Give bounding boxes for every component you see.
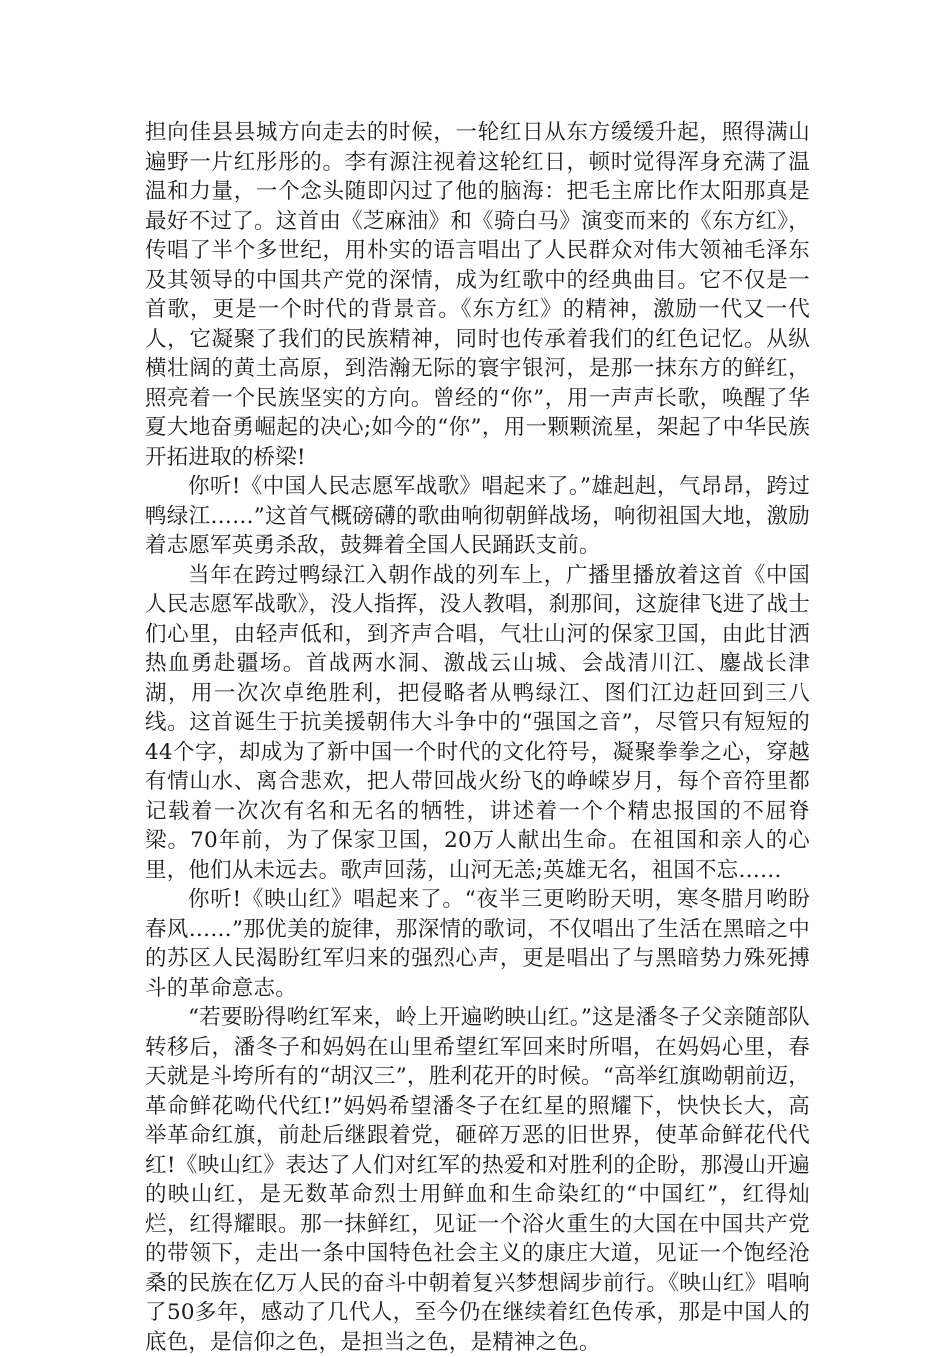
paragraph-dongfanghong: 担向佳县县城方向走去的时候，一轮红日从东方缓缓升起，照得满山遍野一片红彤彤的。李有源注视着这轮红日，顿时觉得浑身充满了温温和力量，一个念头随即闪过了他的脑海：把毛主席比作太阳那真是最好不过了。这首由《芝麻油》和《骑白马》演变而来的《东方红》，传唱了半个多世纪，用朴实的语言唱出了人民群众对伟大领袖毛泽东及其领导的中国共产党的深情，成为红歌中的经典曲目。它不仅是一首歌，更是一个时代的背景音。《东方红》的精神，激励一代又一代人，它凝聚了我们的民族精神，同时也传承着我们的红色记忆。从纵横壮阔的黄土高原，到浩瀚无际的寰宇银河，是那一抹东方的鲜红，照亮着一个民族坚实的方向。曾经的“你”，用一声声长歌，唤醒了华夏大地奋勇崛起的决心;如今的“你”，用一颗颗流星，架起了中华民族开拓进取的桥梁!: [145, 120, 810, 470]
paragraph-yingshanhong-intro: 你听!《映山红》唱起来了。“夜半三更哟盼天明，寒冬腊月哟盼春风……”那优美的旋律，那深情的歌词，不仅唱出了生活在黑暗之中的苏区人民渴盼红军归来的强烈心声，更是唱出了与黑暗势力殊死搏斗的革命意志。: [145, 887, 810, 1001]
paragraph-yingshanhong-story: “若要盼得哟红军来，岭上开遍哟映山红。”这是潘冬子父亲随部队转移后，潘冬子和妈妈在山里希望红军回来时所唱，在妈妈心里，春天就是斗垮所有的“胡汉三”，胜利花开的时候。“高举红旗呦朝前迈，革命鲜花呦代代红!”妈妈希望潘冬子在红星的照耀下，快快长大，高举革命红旗，前赴后继跟着党，砸碎万恶的旧世界，使革命鲜花代代红!《映山红》表达了人们对红军的热爱和对胜利的企盼，那漫山开遍的映山红，是无数革命烈士用鲜血和生命染红的“中国红”，红得灿烂，红得耀眼。那一抹鲜红，见证一个浴火重生的大国在中国共产党的带领下，走出一条中国特色社会主义的康庄大道，见证一个饱经沧桑的民族在亿万人民的奋斗中朝着复兴梦想阔步前行。《映山红》唱响了50多年，感动了几代人，至今仍在继续着红色传承，那是中国人的底色，是信仰之色，是担当之色，是精神之色。: [145, 1005, 810, 1355]
paragraph-volunteer-army-song-story: 当年在跨过鸭绿江入朝作战的列车上，广播里播放着这首《中国人民志愿军战歌》，没人指挥，没人教唱，刹那间，这旋律飞进了战士们心里，由轻声低和，到齐声合唱，气壮山河的保家卫国，由此甘洒热血勇赴疆场。首战两水洞、激战云山城、会战清川江、鏖战长津湖，用一次次卓绝胜利，把侵略者从鸭绿江、图们江边赶回到三八线。这首诞生于抗美援朝伟大斗争中的“强国之音”，尽管只有短短的44个字，却成为了新中国一个时代的文化符号，凝聚拳拳之心，穿越有情山水、离合悲欢，把人带回战火纷飞的峥嵘岁月，每个音符里都记载着一次次有名和无名的牺牲，讲述着一个个精忠报国的不屈脊梁。70年前，为了保家卫国，20万人献出生命。在祖国和亲人的心里，他们从未远去。歌声回荡，山河无恙;英雄无名，祖国不忘……: [145, 562, 810, 883]
paragraph-volunteer-army-song-intro: 你听!《中国人民志愿军战歌》唱起来了。”雄赳赳，气昂昂，跨过鸭绿江……”这首气概磅礴的歌曲响彻朝鲜战场，响彻祖国大地，激励着志愿军英勇杀敌，鼓舞着全国人民踊跃支前。: [145, 474, 810, 558]
document-body: [145, 118, 810, 1357]
